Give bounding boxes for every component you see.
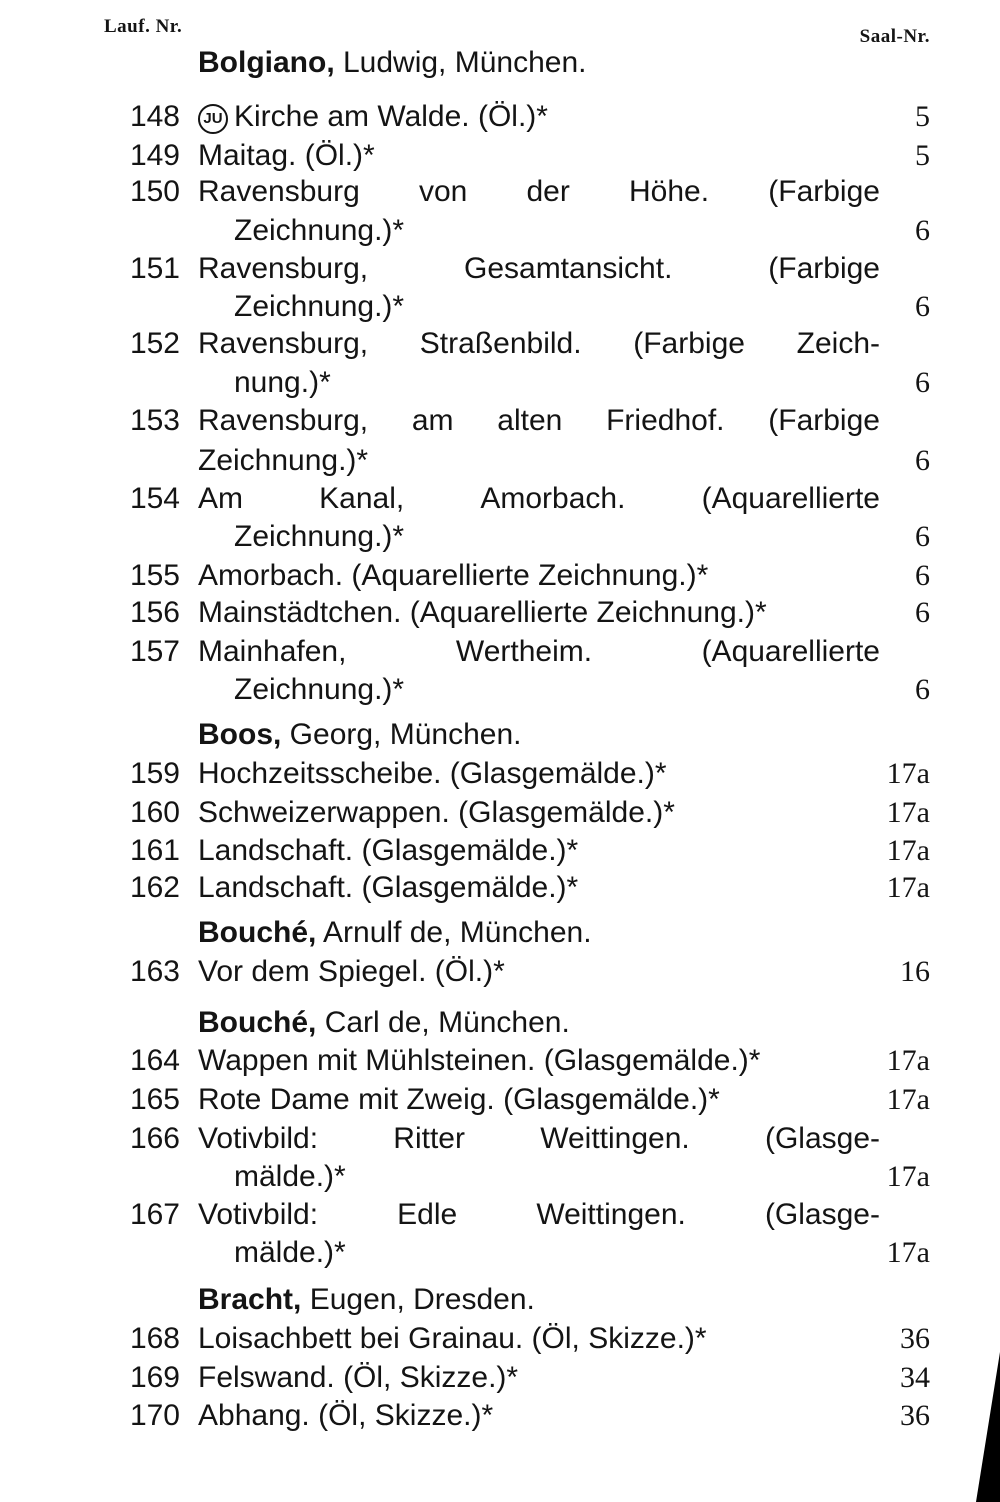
entry-title	[198, 1196, 880, 1234]
artist-detail: Georg, München.	[281, 718, 522, 751]
entry-title-word: alten	[497, 404, 563, 437]
catalog-entry	[0, 832, 1000, 870]
entry-title: mälde.)*	[234, 1160, 346, 1193]
saal-number: 17a	[886, 796, 930, 829]
catalog-entry	[0, 1320, 1000, 1358]
entry-title-word: am	[411, 404, 454, 437]
saal-number: 6	[915, 673, 930, 706]
saal-number: 16	[900, 955, 930, 988]
saal-number: 5	[915, 139, 930, 172]
entry-title	[198, 402, 880, 440]
saal-number: 6	[915, 596, 930, 629]
saal-number: 17a	[886, 871, 930, 904]
entry-title-word: (Farbige	[768, 252, 880, 285]
entry-title: Rote Dame mit Zweig. (Glasgemälde.)*	[198, 1083, 720, 1116]
entry-title-word: (Aquarellierte	[701, 482, 880, 515]
artist-detail: Eugen, Dresden.	[301, 1283, 535, 1316]
header-saal-nr: Saal-Nr.	[859, 26, 930, 47]
entry-title: Zeichnung.)*	[234, 290, 405, 323]
entry-number: 159	[129, 757, 180, 790]
entry-number: 153	[129, 404, 180, 437]
entry-title-word: Mainhafen,	[198, 635, 347, 668]
entry-title: Zeichnung.)*	[234, 520, 405, 553]
entry-number: 165	[129, 1083, 180, 1116]
saal-number: 17a	[886, 757, 930, 790]
entry-title	[198, 633, 880, 671]
entry-title-word: Amorbach.	[480, 482, 626, 515]
saal-number: 5	[915, 100, 930, 133]
saal-number: 6	[915, 290, 930, 323]
catalog-entry	[0, 325, 1000, 363]
entry-title-word: Am	[198, 482, 243, 515]
entry-number: 161	[129, 834, 180, 867]
entry-number: 152	[129, 327, 180, 360]
saal-number: 17a	[886, 1160, 930, 1193]
entry-title: Zeichnung.)*	[198, 444, 369, 477]
entry-title: Zeichnung.)*	[234, 673, 405, 706]
catalog-entry	[0, 1081, 1000, 1119]
catalog-entry	[0, 98, 1000, 136]
entry-title-word: Ravensburg,	[198, 404, 369, 437]
circled-mark-icon: JU	[198, 104, 228, 134]
entry-number: 155	[129, 559, 180, 592]
entry-title-word: Ravensburg,	[198, 327, 369, 360]
entry-title	[198, 325, 880, 363]
catalog-entry	[0, 442, 1000, 480]
entry-number: 149	[129, 139, 180, 172]
saal-number: 6	[915, 520, 930, 553]
artist-name	[198, 1281, 535, 1319]
saal-number: 17a	[886, 834, 930, 867]
header-lauf-nr: Lauf. Nr.	[104, 16, 183, 37]
entry-number: 151	[129, 252, 180, 285]
artist-heading	[0, 914, 1000, 952]
entry-title-word: Weittingen.	[536, 1198, 686, 1231]
entry-title-word: Gesamtansicht.	[463, 252, 673, 285]
saal-number: 17a	[886, 1044, 930, 1077]
artist-surname: Bolgiano,	[198, 46, 335, 79]
catalog-entry	[0, 633, 1000, 671]
artist-name	[198, 44, 586, 82]
entry-title-word: (Farbige	[768, 175, 880, 208]
saal-number: 36	[900, 1322, 930, 1355]
entry-continuation	[0, 1158, 1000, 1196]
entry-title-word: Ritter	[393, 1122, 465, 1155]
entry-title: Wappen mit Mühlsteinen. (Glasgemälde.)*	[198, 1044, 761, 1077]
entry-title-word: (Aquarellierte	[701, 635, 880, 668]
entry-title-word: Votivbild:	[198, 1198, 319, 1231]
entry-title: nung.)*	[234, 366, 331, 399]
catalog-entry	[0, 137, 1000, 175]
catalog-entry	[0, 1196, 1000, 1234]
entry-number: 148	[129, 100, 180, 133]
saal-number: 6	[915, 559, 930, 592]
entry-title: Maitag. (Öl.)*	[198, 139, 375, 172]
entry-continuation	[0, 212, 1000, 250]
artist-detail: Carl de, München.	[316, 1006, 570, 1039]
entry-title: Loisachbett bei Grainau. (Öl, Skizze.)*	[198, 1322, 707, 1355]
entry-number: 168	[129, 1322, 180, 1355]
catalog-entry	[0, 869, 1000, 907]
entry-title: Hochzeitsscheibe. (Glasgemälde.)*	[198, 757, 667, 790]
entry-number: 162	[129, 871, 180, 904]
catalog-entry	[0, 402, 1000, 440]
entry-title: Felswand. (Öl, Skizze.)*	[198, 1361, 519, 1394]
entry-title: mälde.)*	[234, 1236, 346, 1269]
catalog-entry	[0, 594, 1000, 632]
artist-surname: Boos,	[198, 718, 282, 751]
entry-number: 154	[129, 482, 180, 515]
entry-title: Amorbach. (Aquarellierte Zeichnung.)*	[198, 559, 709, 592]
entry-title	[198, 480, 880, 518]
entry-number: 163	[129, 955, 180, 988]
entry-title-word: Wertheim.	[455, 635, 593, 668]
entry-continuation	[0, 671, 1000, 709]
artist-detail: Arnulf de, München.	[316, 916, 592, 949]
artist-name	[198, 716, 521, 754]
saal-number: 17a	[886, 1083, 930, 1116]
entry-number: 150	[129, 175, 180, 208]
artist-heading	[0, 44, 1000, 82]
entry-title: Zeichnung.)*	[234, 214, 405, 247]
entry-number: 166	[129, 1122, 180, 1155]
entry-continuation	[0, 288, 1000, 326]
entry-title: Schweizerwappen. (Glasgemälde.)*	[198, 796, 675, 829]
entry-number: 157	[129, 635, 180, 668]
saal-number: 6	[915, 214, 930, 247]
entry-title-word: Ravensburg	[198, 175, 360, 208]
entry-title-word: (Glasge-	[764, 1122, 880, 1155]
entry-title-word: Ravensburg,	[198, 252, 369, 285]
catalog-entry	[0, 1359, 1000, 1397]
scan-shadow	[976, 1352, 1000, 1502]
entry-title	[198, 1120, 880, 1158]
catalog-entry	[0, 953, 1000, 991]
saal-number: 6	[915, 366, 930, 399]
entry-title-word: Edle	[397, 1198, 458, 1231]
catalog-entry	[0, 794, 1000, 832]
entry-title-word: von	[418, 175, 468, 208]
entry-title-text: Kirche am Walde. (Öl.)*	[234, 100, 548, 133]
artist-surname: Bracht,	[198, 1283, 302, 1316]
entry-title-word: Zeich-	[796, 327, 880, 360]
saal-number: 17a	[886, 1236, 930, 1269]
saal-number: 6	[915, 444, 930, 477]
entry-continuation	[0, 364, 1000, 402]
entry-title-word: Friedhof.	[606, 404, 725, 437]
entry-title-word: Kanal,	[319, 482, 405, 515]
entry-title-word: (Farbige	[633, 327, 745, 360]
catalog-entry	[0, 557, 1000, 595]
entry-number: 164	[129, 1044, 180, 1077]
entry-title: Vor dem Spiegel. (Öl.)*	[198, 955, 505, 988]
saal-number: 36	[900, 1399, 930, 1432]
entry-number: 160	[129, 796, 180, 829]
catalog-entry	[0, 755, 1000, 793]
artist-heading	[0, 1004, 1000, 1042]
entry-number: 156	[129, 596, 180, 629]
catalog-entry	[0, 480, 1000, 518]
entry-continuation	[0, 1234, 1000, 1272]
artist-name	[198, 914, 592, 952]
catalog-entry	[0, 1120, 1000, 1158]
entry-number: 167	[129, 1198, 180, 1231]
saal-number: 34	[900, 1361, 930, 1394]
entry-title-word: der	[526, 175, 570, 208]
entry-title-word: Votivbild:	[198, 1122, 319, 1155]
entry-title-word: (Farbige	[768, 404, 880, 437]
entry-title	[198, 250, 880, 288]
entry-title: Mainstädtchen. (Aquarellierte Zeichnung.)*	[198, 596, 767, 629]
entry-title-word: Weittingen.	[540, 1122, 690, 1155]
entry-title: Landschaft. (Glasgemälde.)*	[198, 871, 579, 904]
entry-title-word: Höhe.	[629, 175, 710, 208]
entry-title: Abhang. (Öl, Skizze.)*	[198, 1399, 494, 1432]
catalog-entry	[0, 1042, 1000, 1080]
artist-surname: Bouché,	[198, 1006, 317, 1039]
entry-title: Landschaft. (Glasgemälde.)*	[198, 834, 579, 867]
entry-title-word: (Glasge-	[764, 1198, 880, 1231]
artist-detail: Ludwig, München.	[334, 46, 587, 79]
entry-number: 169	[129, 1361, 180, 1394]
entry-number: 170	[129, 1399, 180, 1432]
artist-name	[198, 1004, 570, 1042]
catalog-entry	[0, 250, 1000, 288]
entry-title-word: Straßenbild.	[419, 327, 582, 360]
entry-title	[198, 98, 548, 136]
artist-surname: Bouché,	[198, 916, 317, 949]
artist-heading	[0, 716, 1000, 754]
catalog-entry	[0, 173, 1000, 211]
entry-title	[198, 173, 880, 211]
artist-heading	[0, 1281, 1000, 1319]
catalog-entry	[0, 1397, 1000, 1435]
entry-continuation	[0, 518, 1000, 556]
